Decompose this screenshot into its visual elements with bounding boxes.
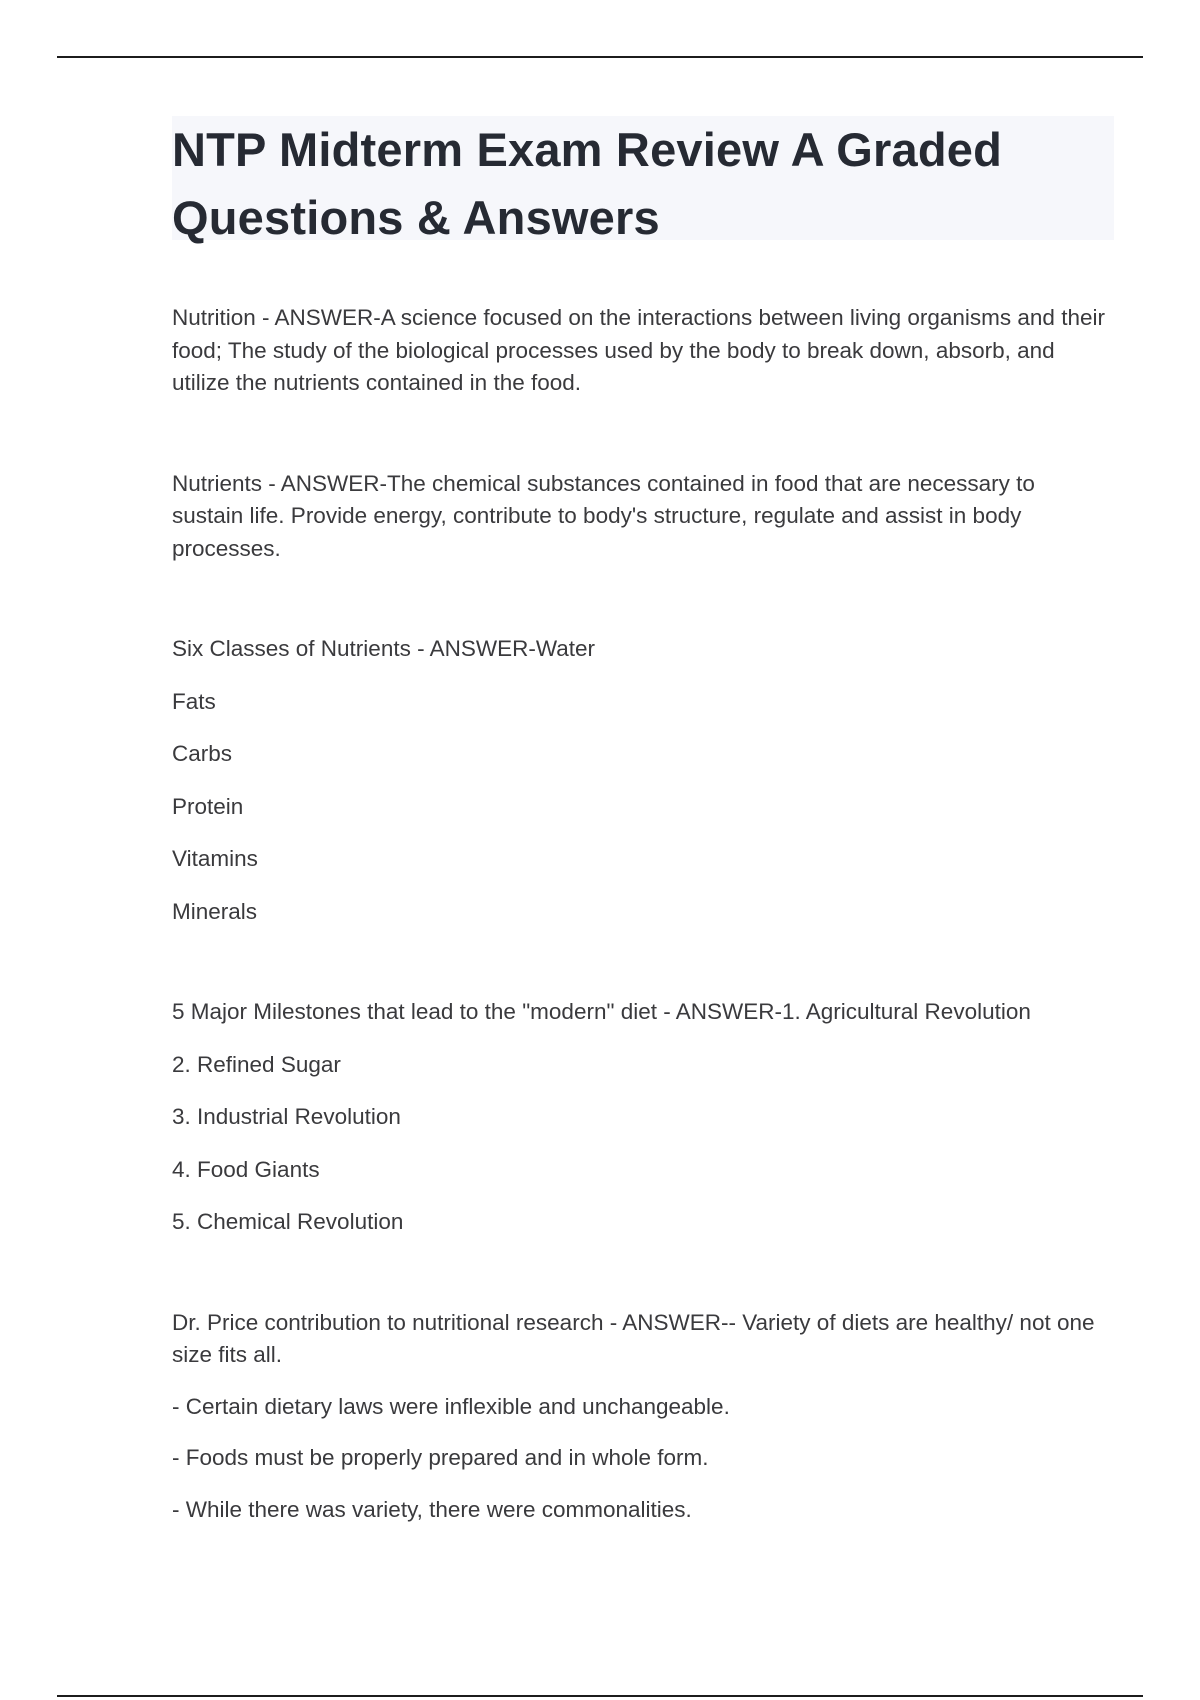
- title-block: [172, 116, 1114, 244]
- qa-list-item: Protein: [172, 793, 244, 819]
- top-rule: [57, 56, 1143, 58]
- qa-entry-dr-price: [172, 1307, 1112, 1527]
- qa-text: 5 Major Milestones that lead to the "modern" diet - ANSWER-1. Agricultural Revolution: [172, 999, 1031, 1024]
- bottom-rule: [57, 1695, 1143, 1697]
- qa-list-item: - While there was variety, there were commonalities.: [172, 1496, 692, 1522]
- qa-list-item: 2. Refined Sugar: [172, 1051, 341, 1077]
- qa-text: Nutrients - ANSWER-The chemical substances contained in food that are necessary to sustain life. Provide energy, contribute to body's structure, regulate and assist in body processes.: [172, 470, 1035, 561]
- qa-entry-nutrients: [172, 468, 1112, 566]
- qa-list-item: - Foods must be properly prepared and in whole form.: [172, 1445, 709, 1470]
- qa-list-item: Vitamins: [172, 846, 258, 871]
- qa-text: Six Classes of Nutrients - ANSWER-Water: [172, 636, 596, 661]
- qa-text: Nutrition - ANSWER-A science focused on the interactions between living organisms and their food; The study of the biological processes used by the body to break down, absorb, and utilize the nutrients contained in the food.: [172, 305, 1105, 395]
- qa-list-item: 4. Food Giants: [172, 1156, 320, 1182]
- qa-entry-nutrition: [172, 302, 1112, 400]
- qa-content: [172, 302, 1112, 1594]
- qa-list-item: 3. Industrial Revolution: [172, 1104, 401, 1129]
- qa-list-item: - Certain dietary laws were inflexible and unchangeable.: [172, 1393, 730, 1419]
- qa-entry-milestones: [172, 996, 1112, 1239]
- qa-entry-six-classes: [172, 633, 1112, 928]
- qa-list-item: 5. Chemical Revolution: [172, 1209, 404, 1234]
- qa-list-item: Minerals: [172, 898, 258, 924]
- qa-list-item: Carbs: [172, 741, 233, 766]
- qa-text: Dr. Price contribution to nutritional research - ANSWER-- Variety of diets are healthy/ not one size fits all.: [172, 1309, 1095, 1367]
- qa-list-item: Fats: [172, 688, 216, 714]
- document-title: NTP Midterm Exam Review A Graded Questions & Answers: [172, 123, 1003, 244]
